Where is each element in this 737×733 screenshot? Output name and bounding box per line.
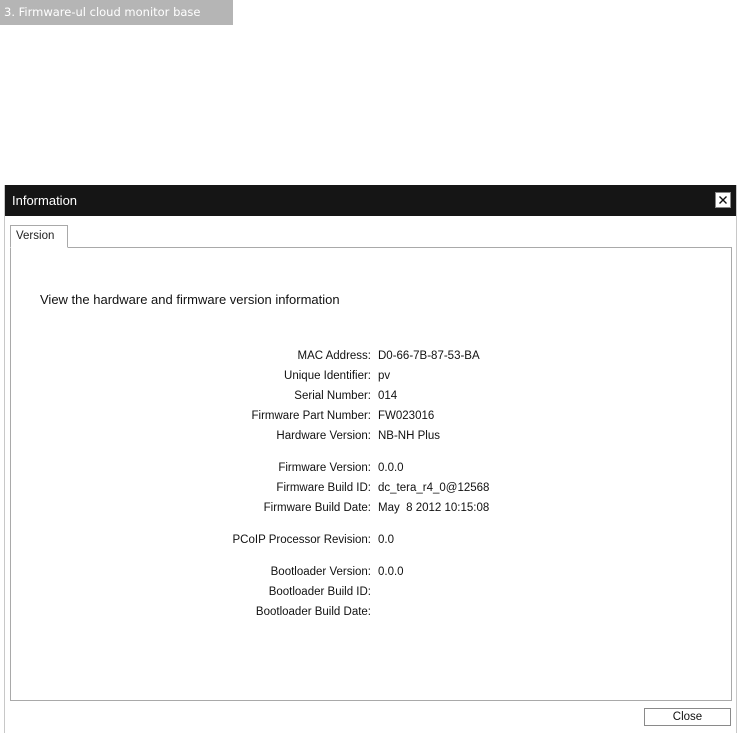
unique-identifier-value: pv xyxy=(378,370,391,382)
mac-address-value: D0-66-7B-87-53-BA xyxy=(378,350,480,362)
bootloader-build-id-label: Bootloader Build ID: xyxy=(268,586,371,598)
version-panel xyxy=(10,247,732,701)
field-row xyxy=(11,430,711,446)
field-row xyxy=(11,482,711,498)
image-caption: 3. Firmware-ul cloud monitor base xyxy=(0,0,233,25)
dialog-titlebar xyxy=(5,185,736,216)
field-row xyxy=(11,502,711,518)
hardware-version-label: Hardware Version: xyxy=(276,430,371,442)
tab-container xyxy=(10,225,732,701)
firmware-part-number-label: Firmware Part Number: xyxy=(251,410,371,422)
firmware-version-value: 0.0.0 xyxy=(378,462,404,474)
serial-number-value: 014 xyxy=(378,390,398,402)
mac-address-label: MAC Address: xyxy=(297,350,371,362)
firmware-build-id-value: dc_tera_r4_0@12568 xyxy=(378,482,490,494)
firmware-version-label: Firmware Version: xyxy=(278,462,371,474)
firmware-part-number-value: FW023016 xyxy=(378,410,435,422)
bootloader-build-date-label: Bootloader Build Date: xyxy=(255,606,371,618)
bootloader-version-value: 0.0.0 xyxy=(378,566,404,578)
dialog-title: Information xyxy=(12,193,78,208)
firmware-build-id-label: Firmware Build ID: xyxy=(276,482,371,494)
tab-version[interactable]: Version xyxy=(10,225,68,248)
serial-number-label: Serial Number: xyxy=(294,390,371,402)
pcoip-processor-revision-value: 0.0 xyxy=(378,534,394,546)
pcoip-processor-revision-label: PCoIP Processor Revision: xyxy=(232,534,371,546)
unique-identifier-label: Unique Identifier: xyxy=(284,370,371,382)
field-row xyxy=(11,462,711,478)
field-row xyxy=(11,410,711,426)
panel-heading: View the hardware and firmware version information xyxy=(40,292,340,307)
field-row xyxy=(11,390,711,406)
field-row xyxy=(11,350,711,366)
field-row xyxy=(11,370,711,386)
field-row xyxy=(11,566,711,582)
firmware-build-date-value: May 8 2012 10:15:08 xyxy=(378,502,490,514)
field-row xyxy=(11,606,711,622)
close-icon[interactable] xyxy=(715,192,731,208)
field-row xyxy=(11,534,711,550)
information-dialog xyxy=(4,185,737,733)
hardware-version-value: NB-NH Plus xyxy=(378,430,440,442)
bootloader-version-label: Bootloader Version: xyxy=(270,566,371,578)
close-button[interactable]: Close xyxy=(644,708,731,726)
field-row xyxy=(11,586,711,602)
firmware-build-date-label: Firmware Build Date: xyxy=(263,502,371,514)
